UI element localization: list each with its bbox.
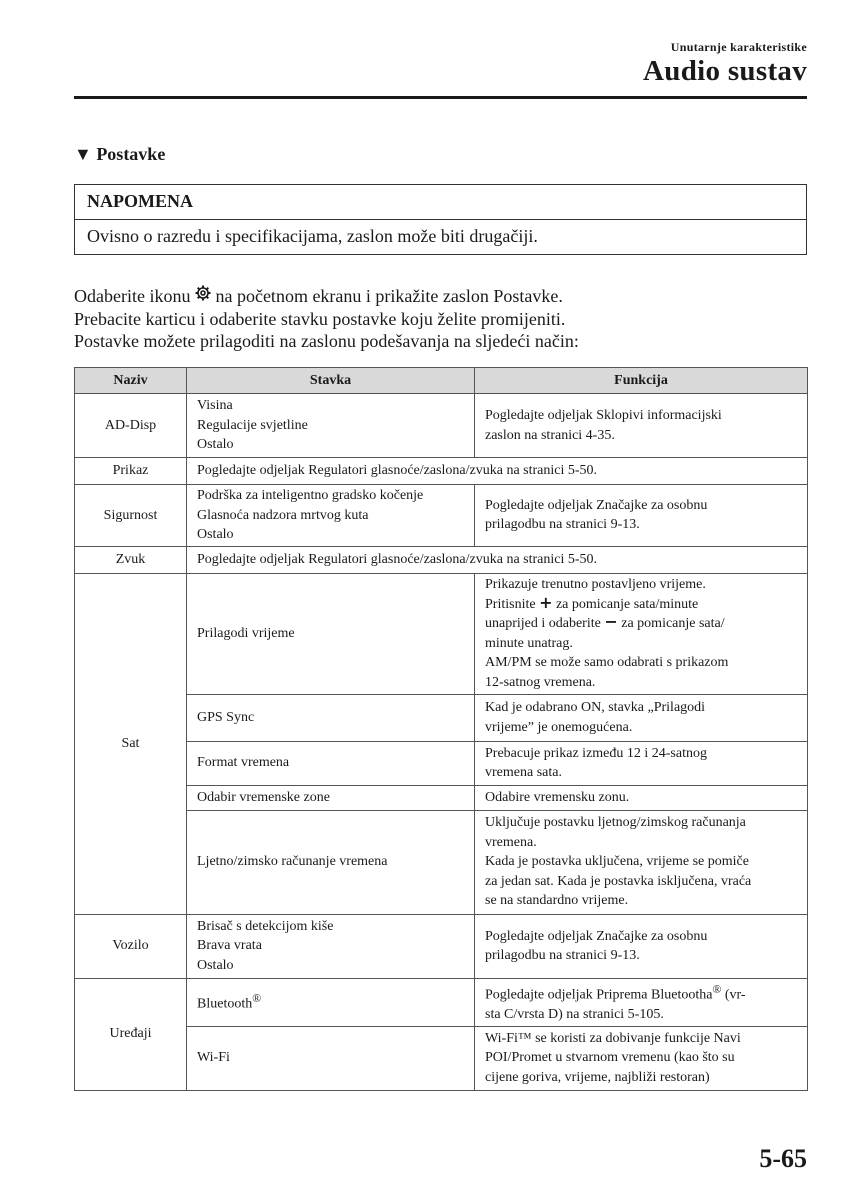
function-line: 12-satnog vremena. (485, 674, 596, 690)
function-line: Odabire vremensku zonu. (485, 789, 630, 805)
row-items (187, 914, 475, 978)
table-header-row (75, 368, 808, 394)
note-box (74, 184, 807, 255)
note-body: Ovisno o razredu i specifikacijama, zaslon može biti drugačiji. (87, 226, 538, 246)
list-item: Podrška za inteligentno gradsko kočenje (197, 488, 424, 503)
function-line (485, 614, 797, 634)
row-item: Wi-Fi (187, 1026, 475, 1090)
row-name: Vozilo (75, 914, 187, 978)
function-line: Kad je odabrano ON, stavka „Prilagodi (485, 700, 706, 715)
row-function (475, 1026, 808, 1090)
row-item: Ljetno/zimsko računanje vremena (187, 810, 475, 914)
function-text: za pomicanje sata/ (621, 616, 725, 631)
list-item: Ostalo (197, 957, 234, 973)
function-line: vrijeme” je onemogućena. (485, 719, 633, 735)
intro-paragraph (74, 285, 814, 352)
function-line: vremena. (485, 834, 537, 850)
function-line: POI/Promet u stvarnom vremenu (kao što su (485, 1050, 735, 1066)
minus-icon: − (604, 612, 618, 631)
function-line: cijene goriva, vrijeme, najbliži restoran) (485, 1069, 710, 1085)
row-items (187, 394, 475, 458)
function-line: Pogledajte odjeljak Značajke za osobnu (485, 928, 708, 944)
row-function (475, 573, 808, 694)
row-name: Zvuk (75, 546, 187, 573)
table-row (75, 914, 808, 978)
settings-table (74, 367, 808, 1091)
row-name: Sigurnost (75, 485, 187, 547)
column-header-function: Funkcija (475, 368, 808, 394)
column-header-item: Stavka (187, 368, 475, 394)
function-text: Pogledajte odjeljak Priprema Bluetootha (485, 987, 713, 1003)
row-function (475, 914, 808, 978)
table-row (75, 978, 808, 1026)
function-text: (vr- (721, 987, 746, 1003)
list-item: Visina (197, 398, 233, 414)
settings-gear-icon (195, 285, 211, 308)
row-item: Prilagodi vrijeme (187, 573, 475, 694)
column-header-name: Naziv (75, 368, 187, 394)
function-text: unaprijed i odaberite (485, 616, 601, 631)
function-line: Wi-Fi™ se koristi za dobivanje funkcije Navi (485, 1030, 741, 1046)
function-line (485, 592, 797, 615)
row-item: Format vremena (187, 741, 475, 785)
function-line: sta C/vrsta D) na stranici 5-105. (485, 1006, 664, 1022)
intro-text: na početnom ekranu i prikažite zaslon Postavke. (215, 286, 563, 306)
intro-line-2: Prebacite karticu i odaberite stavku postavke koju želite promijeniti. (74, 309, 566, 329)
registered-mark: ® (712, 982, 722, 996)
function-line: prilagodbu na stranici 9-13. (485, 517, 640, 533)
table-row (75, 573, 808, 694)
list-item: Brisač s detekcijom kiše (197, 918, 334, 934)
list-item: Glasnoća nadzora mrtvog kuta (197, 507, 369, 523)
section-heading: ▼ Postavke (74, 144, 166, 164)
table-row (75, 485, 808, 547)
row-item: Odabir vremenske zone (187, 785, 475, 810)
row-name: AD-Disp (75, 394, 187, 458)
table-row (75, 394, 808, 458)
row-function (475, 394, 808, 458)
row-item (187, 978, 475, 1026)
row-function: Pogledajte odjeljak Regulatori glasnoće/zaslona/zvuka na stranici 5-50. (187, 546, 808, 573)
row-function (475, 785, 808, 810)
function-line: Prikazuje trenutno postavljeno vrijeme. (485, 577, 706, 592)
list-item: Brava vrata (197, 938, 262, 954)
function-line: Prebacuje prikaz između 12 i 24-satnog (485, 745, 707, 761)
function-line: za jedan sat. Kada je postavka isključena, vraća (485, 873, 752, 889)
function-line: prilagodbu na stranici 9-13. (485, 948, 640, 963)
intro-text: Odaberite ikonu (74, 286, 191, 306)
function-line: Kada je postavka uključena, vrijeme se pomiče (485, 854, 749, 870)
list-item: Ostalo (197, 437, 234, 453)
function-line: Uključuje postavku ljetnog/zimskog računanja (485, 815, 746, 831)
row-function (475, 485, 808, 547)
list-item: Regulacije svjetline (197, 417, 308, 433)
function-line: zaslon na stranici 4-35. (485, 427, 615, 443)
registered-mark: ® (252, 992, 262, 1006)
function-text: za pomicanje sata/minute (555, 596, 699, 612)
row-name: Sat (75, 573, 187, 914)
function-line: AM/PM se može samo odabrati s prikazom (485, 655, 729, 670)
item-text: Bluetooth (197, 997, 253, 1013)
row-function (475, 978, 808, 1026)
table-row (75, 458, 808, 485)
intro-line-1 (74, 285, 814, 308)
row-item: GPS Sync (187, 694, 475, 741)
list-item: Ostalo (197, 527, 234, 542)
row-function: Pogledajte odjeljak Regulatori glasnoće/zaslona/zvuka na stranici 5-50. (187, 458, 808, 485)
function-line: Pogledajte odjeljak Značajke za osobnu (485, 497, 708, 513)
page-title: Audio sustav (643, 55, 807, 87)
function-line: vremena sata. (485, 765, 562, 780)
header-divider (74, 96, 807, 99)
plus-icon: + (539, 592, 553, 612)
page-number: 5-65 (759, 1144, 807, 1173)
chapter-subtitle: Unutarnje karakteristike (670, 40, 807, 54)
function-line: Pogledajte odjeljak Sklopivi informacijski (485, 408, 722, 423)
row-name: Prikaz (75, 458, 187, 485)
row-name: Uređaji (75, 978, 187, 1090)
function-line: se na standardno vrijeme. (485, 893, 629, 909)
row-function (475, 741, 808, 785)
function-text: Pritisnite (485, 596, 536, 612)
row-function (475, 810, 808, 914)
row-function (475, 694, 808, 741)
function-line (485, 980, 797, 1005)
note-title: NAPOMENA (75, 185, 806, 220)
intro-line-3: Postavke možete prilagoditi na zaslonu podešavanja na sljedeći način: (74, 331, 579, 351)
table-row (75, 546, 808, 573)
function-line: minute unatrag. (485, 635, 573, 651)
row-items (187, 485, 475, 547)
